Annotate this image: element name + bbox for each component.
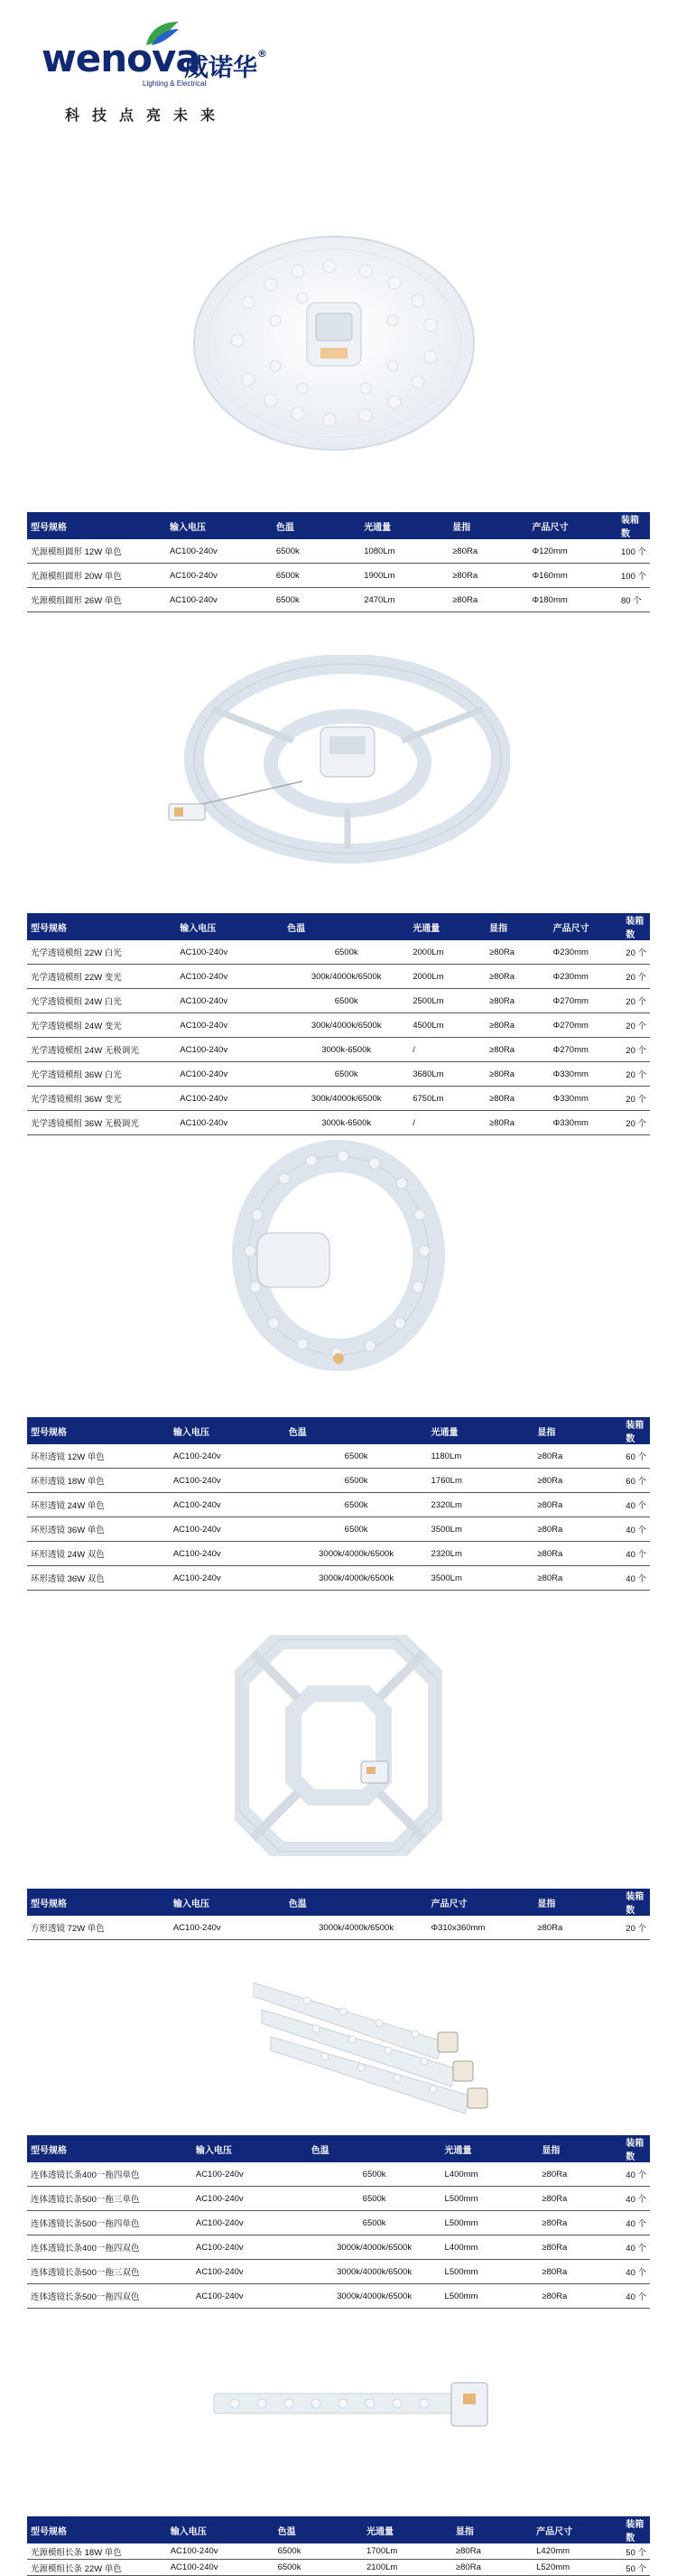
cell: / [409,1038,486,1062]
cell: ≥80Ra [486,1062,550,1087]
cell: 300k/4000k/6500k [283,965,409,989]
cell: 4500Lm [409,1013,486,1038]
cell: 6500k [274,2543,363,2560]
col-flux: 光通量 [360,512,449,539]
col-flux: 光通量 [409,913,486,940]
cell: Φ120mm [529,539,617,564]
spec-table-ring-lens [27,1417,650,1591]
col-cct: 色温 [283,913,409,940]
cell: 3000k-6500k [283,1111,409,1135]
col-qty: 装箱数 [622,913,650,940]
cell: L500mm [441,2284,539,2309]
cell: 6500k [273,588,360,612]
cell: AC100-240v [192,2235,308,2260]
cell: 20 个 [622,1038,650,1062]
cell: 3500Lm [428,1566,534,1591]
cell: AC100-240v [166,564,273,588]
cell: AC100-240v [176,965,283,989]
cell: 80 个 [617,588,650,612]
cell: 6500k [283,940,409,965]
col-flux: 光通量 [441,2135,539,2162]
cell: 3000k/4000k/6500k [308,2235,441,2260]
col-voltage: 输入电压 [192,2135,308,2162]
product-image-ring-lens [230,1138,447,1377]
table-row [27,2162,650,2187]
cell: 光学透镜模组 24W 变光 [27,1013,176,1038]
cell: AC100-240v [192,2187,308,2211]
col-model: 型号规格 [27,2516,167,2543]
cell: 光源模组圆形 26W 单色 [27,588,166,612]
col-qty: 装箱数 [622,2135,650,2162]
cell: 6500k [273,539,360,564]
cell: Φ160mm [529,564,617,588]
cell: ≥80Ra [449,564,528,588]
cell: 40 个 [622,2211,650,2235]
table-header-row [27,1417,650,1444]
cell: 6500k [285,1469,428,1493]
cell: Φ230mm [550,965,623,989]
brand-wordmark: wenova [42,36,200,80]
cell: AC100-240v [176,1038,283,1062]
cell: ≥80Ra [538,2235,622,2260]
spec-table-lens-ring-module [27,913,650,1135]
spec-table-round-module [27,512,650,612]
product-image-square-lens [235,1635,442,1856]
table-row [27,940,650,965]
cell: 连体透镜长条500一拖三双色 [27,2260,192,2284]
cell: ≥80Ra [533,1517,622,1542]
cell: 方形透镜 72W 单色 [27,1916,170,1940]
table-row [27,2187,650,2211]
cell: ≥80Ra [452,2543,533,2560]
spec-table-single-strip [27,2516,650,2576]
cell: 6750Lm [409,1087,486,1111]
cell: 光学透镜模组 36W 变光 [27,1087,176,1111]
cell: 6500k [274,2560,363,2576]
col-model: 型号规格 [27,1417,170,1444]
table-row [27,1444,650,1469]
cell: 2320Lm [428,1493,534,1517]
col-model: 型号规格 [27,1889,170,1916]
cell: AC100-240v [176,1087,283,1111]
cell: AC100-240v [192,2162,308,2187]
cell: 2470Lm [360,588,449,612]
cell: 2100Lm [363,2560,452,2576]
col-cct: 色温 [285,1889,428,1916]
cell: AC100-240v [176,1111,283,1135]
col-size: 产品尺寸 [550,913,623,940]
cell: AC100-240v [170,1542,285,1566]
cell: L500mm [441,2187,539,2211]
cell: 300k/4000k/6500k [283,1087,409,1111]
cell: 3680Lm [409,1062,486,1087]
col-model: 型号规格 [27,913,176,940]
col-voltage: 输入电压 [167,2516,274,2543]
col-voltage: 输入电压 [170,1889,285,1916]
table-header-row [27,512,650,539]
cell: 50 个 [622,2543,650,2560]
cell: 300k/4000k/6500k [283,1013,409,1038]
cell: ≥80Ra [452,2560,533,2576]
col-cri: 显指 [486,913,550,940]
cell: 连体透镜长条400一拖四双色 [27,2235,192,2260]
cell: 3500Lm [428,1517,534,1542]
table-row [27,965,650,989]
cell: 40 个 [622,2235,650,2260]
cell: 2320Lm [428,1542,534,1566]
table-row [27,1087,650,1111]
cell: 环形透镜 18W 单色 [27,1469,170,1493]
cell: AC100-240v [166,588,273,612]
cell: 光源模组长条 18W 单色 [27,2543,167,2560]
cell: 6500k [283,989,409,1013]
cell: 3000k/4000k/6500k [285,1542,428,1566]
table-row [27,588,650,612]
col-cct: 色温 [274,2516,363,2543]
cell: AC100-240v [176,1062,283,1087]
cell: 6500k [308,2162,441,2187]
cell: 3000k/4000k/6500k [308,2260,441,2284]
col-size: 产品尺寸 [533,2516,622,2543]
table-row [27,2235,650,2260]
cell: 2000Lm [409,940,486,965]
col-cct: 色温 [285,1417,428,1444]
cell: 光学透镜模组 36W 无极调光 [27,1111,176,1135]
cell: ≥80Ra [533,1493,622,1517]
cell: Φ270mm [550,1013,623,1038]
cell: 环形透镜 36W 单色 [27,1517,170,1542]
cell: 光学透镜模组 22W 变光 [27,965,176,989]
col-qty: 装箱数 [622,1417,650,1444]
cell: ≥80Ra [533,1444,622,1469]
cell: AC100-240v [192,2260,308,2284]
cell: ≥80Ra [486,1013,550,1038]
cell: Φ310x360mm [428,1916,534,1940]
cell: 50 个 [622,2560,650,2576]
spec-table-linear-strips [27,2135,650,2309]
cell: Φ330mm [550,1087,623,1111]
cell: 20 个 [622,1111,650,1135]
cell: AC100-240v [170,1469,285,1493]
cell: AC100-240v [170,1493,285,1517]
cell: Φ270mm [550,989,623,1013]
cell: ≥80Ra [486,1087,550,1111]
cell: 3000k/4000k/6500k [285,1916,428,1940]
cell: ≥80Ra [486,989,550,1013]
cell: L520mm [533,2560,622,2576]
cell: ≥80Ra [533,1566,622,1591]
cell: 6500k [308,2211,441,2235]
cell: 连体透镜长条500一拖三单色 [27,2187,192,2211]
cell: ≥80Ra [486,1111,550,1135]
spec-table-square-lens [27,1889,650,1940]
cell: ≥80Ra [486,965,550,989]
brand-subtitle: Lighting & Electrical [143,79,207,88]
table-header-row [27,2135,650,2162]
table-row [27,1916,650,1940]
cell: AC100-240v [166,539,273,564]
cell: 1080Lm [360,539,449,564]
cell: 40 个 [622,2162,650,2187]
cell: 6500k [273,564,360,588]
col-size: 产品尺寸 [428,1889,534,1916]
cell: ≥80Ra [538,2260,622,2284]
cell: 20 个 [622,940,650,965]
cell: 60 个 [622,1469,650,1493]
table-header-row [27,913,650,940]
col-cri: 显指 [538,2135,622,2162]
cell: 环形透镜 24W 单色 [27,1493,170,1517]
cell: Φ330mm [550,1111,623,1135]
col-voltage: 输入电压 [176,913,283,940]
cell: AC100-240v [167,2543,274,2560]
cell: AC100-240v [170,1916,285,1940]
table-row [27,1493,650,1517]
cell: ≥80Ra [533,1469,622,1493]
product-image-round-module [185,230,483,456]
cell: 20 个 [622,1062,650,1087]
col-cct: 色温 [273,512,360,539]
col-qty: 装箱数 [617,512,650,539]
cell: 40 个 [622,1542,650,1566]
cell: / [409,1111,486,1135]
cell: AC100-240v [176,940,283,965]
cell: 6500k [285,1493,428,1517]
col-cri: 显指 [533,1417,622,1444]
table-row [27,1062,650,1087]
brand-cn-name: 威诺华® [184,48,267,82]
cell: 6500k [285,1444,428,1469]
cell: 20 个 [622,1013,650,1038]
cell: AC100-240v [170,1566,285,1591]
cell: ≥80Ra [533,1542,622,1566]
cell: 光源模组圆形 12W 单色 [27,539,166,564]
cell: ≥80Ra [538,2211,622,2235]
cell: 光源模组长条 22W 单色 [27,2560,167,2576]
header [0,0,677,154]
cell: 20 个 [622,965,650,989]
cell: L400mm [441,2235,539,2260]
cell: ≥80Ra [449,539,528,564]
cell: 40 个 [622,2187,650,2211]
brand-slogan: 科技点亮未来 [65,107,228,124]
table-row [27,1566,650,1591]
cell: ≥80Ra [538,2187,622,2211]
cell: AC100-240v [192,2284,308,2309]
col-qty: 装箱数 [622,2516,650,2543]
cell: 40 个 [622,1493,650,1517]
cell: 1180Lm [428,1444,534,1469]
col-model: 型号规格 [27,512,166,539]
col-voltage: 输入电压 [166,512,273,539]
cell: 光学透镜模组 36W 白光 [27,1062,176,1087]
table-row [27,2211,650,2235]
cell: 连体透镜长条400一拖四单色 [27,2162,192,2187]
cell: AC100-240v [176,989,283,1013]
cell: Φ330mm [550,1062,623,1087]
cell: ≥80Ra [538,2162,622,2187]
table-header-row [27,1889,650,1916]
cell: Φ270mm [550,1038,623,1062]
table-row [27,1013,650,1038]
cell: 6500k [283,1062,409,1087]
cell: ≥80Ra [486,940,550,965]
col-flux: 光通量 [428,1417,534,1444]
cell: L500mm [441,2211,539,2235]
cell: 40 个 [622,2284,650,2309]
table-row [27,1517,650,1542]
cell: L400mm [441,2162,539,2187]
cell: AC100-240v [176,1013,283,1038]
col-voltage: 输入电压 [170,1417,285,1444]
cell: 6500k [285,1517,428,1542]
cell: L500mm [441,2260,539,2284]
product-image-single-strip [212,2375,501,2434]
cell: AC100-240v [170,1517,285,1542]
cell: 40 个 [622,2260,650,2284]
cell: 100 个 [617,539,650,564]
cell: AC100-240v [192,2211,308,2235]
cell: 20 个 [622,989,650,1013]
col-size: 产品尺寸 [529,512,617,539]
cell: 1760Lm [428,1469,534,1493]
cell: 6500k [308,2187,441,2211]
cell: 连体透镜长条500一拖四双色 [27,2284,192,2309]
cell: 3000k/4000k/6500k [308,2284,441,2309]
cell: AC100-240v [170,1444,285,1469]
col-qty: 装箱数 [622,1889,650,1916]
cell: 连体透镜长条500一拖四单色 [27,2211,192,2235]
table-header-row [27,2516,650,2543]
table-row [27,1469,650,1493]
table-row [27,2284,650,2309]
cell: ≥80Ra [449,588,528,612]
cell: 光源模组圆形 20W 单色 [27,564,166,588]
cell: 光学透镜模组 24W 无极调光 [27,1038,176,1062]
table-row [27,1111,650,1135]
cell: 60 个 [622,1444,650,1469]
col-cri: 显指 [452,2516,533,2543]
cell: 光学透镜模组 24W 白光 [27,989,176,1013]
cell: 环形透镜 36W 双色 [27,1566,170,1591]
table-row [27,2260,650,2284]
col-cct: 色温 [308,2135,441,2162]
table-row [27,2543,650,2560]
cell: 环形透镜 12W 单色 [27,1444,170,1469]
col-cri: 显指 [449,512,528,539]
cell: L420mm [533,2543,622,2560]
cell: ≥80Ra [538,2284,622,2309]
cell: 1700Lm [363,2543,452,2560]
col-cri: 显指 [533,1889,622,1916]
cell: 20 个 [622,1916,650,1940]
col-flux: 光通量 [363,2516,452,2543]
cell: 1900Lm [360,564,449,588]
cell: 3000k/4000k/6500k [285,1566,428,1591]
cell: 3000k-6500k [283,1038,409,1062]
table-row [27,539,650,564]
cell: 100 个 [617,564,650,588]
cell: Φ180mm [529,588,617,612]
table-row [27,989,650,1013]
cell: 40 个 [622,1566,650,1591]
cell: AC100-240v [167,2560,274,2576]
product-image-linear-strips [253,1978,515,2127]
cell: 2500Lm [409,989,486,1013]
cell: Φ230mm [550,940,623,965]
cell: ≥80Ra [533,1916,622,1940]
cell: 20 个 [622,1087,650,1111]
product-image-lens-ring-module [167,655,510,872]
table-row [27,1038,650,1062]
cell: 40 个 [622,1517,650,1542]
cell: 2000Lm [409,965,486,989]
cell: 光学透镜模组 22W 白光 [27,940,176,965]
cell: 环形透镜 24W 双色 [27,1542,170,1566]
table-row [27,564,650,588]
table-row [27,1542,650,1566]
cell: ≥80Ra [486,1038,550,1062]
col-model: 型号规格 [27,2135,192,2162]
